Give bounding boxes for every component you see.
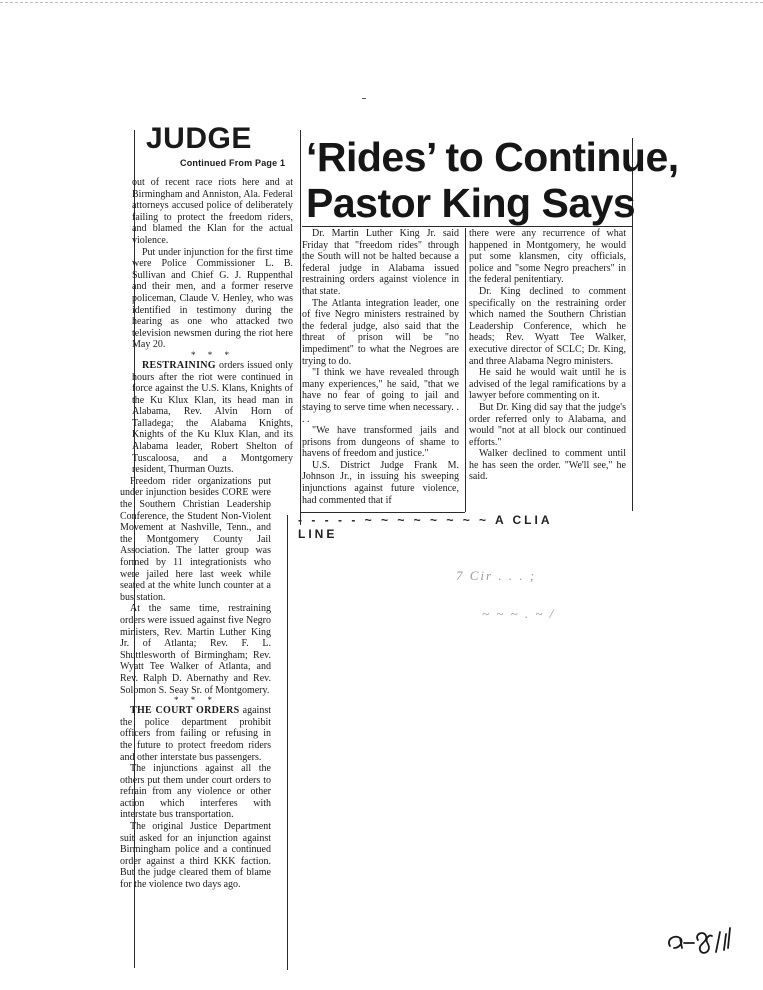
rides-paragraph: The Atlanta integration leader, one of five Negro ministers restrained by the federal judge, also said that the threat of prison will be "no impediment" to what the Negroes are trying to do. (302, 297, 459, 367)
judge-paragraph: The injunctions against all the others put them under court orders to refrain from any violence or other action which interferes with interstate bus transportation. (120, 763, 271, 821)
judge-paragraph: At the same time, restraining orders were issued against five Negro ministers, Rev. Martin Luther King Jr. of Atlanta; Rev. F. L. Shuttlesworth of Birmingham; Rev. Wyatt Tee Walker of Atlanta, and Rev. Ralph D. Abernathy and Rev. Solomon S. Seay Sr. of Montgomery. (120, 603, 271, 696)
judge-paragraph: Freedom rider organizations put under injunction besides CORE were the Southern Christian Leadership Conference, the Student Non-Violent Movement at Nashville, Tenn., and the Montgomery County Jail Association. The latter group was formed by 11 integrationists who were jailed here last week while seated at the white lunch counter at a bus station. (120, 475, 271, 603)
judge-paragraph: out of recent race riots here and at Birmingham and Anniston, Ala. Federal attorneys accused police of deliberately failing to protect the freedom riders, and blamed the Klan for the actual violence. (132, 177, 293, 246)
rides-headline (306, 134, 679, 226)
rides-paragraph: Dr. King declined to comment specifically on the restraining order which named the Southern Christian Leadership Conference, which he heads; Rev. Wyatt Tee Walker, executive director of SCLC; Dr. King, and three Alabama Negro ministers. (469, 285, 626, 367)
rides-paragraph: there were any recurrence of what happened in Montgomery, he would put some klansmen, city officials, police and "some Negro preachers" in the federal penitentiary. (469, 228, 626, 286)
rides-column-1 (302, 228, 459, 506)
judge-paragraph (132, 360, 293, 476)
rides-paragraph: He said he would wait until he is advised of the legal ramifications by a lawyer before commenting on it. (469, 367, 626, 402)
rides-paragraph: Walker declined to comment until he has seen the order. "We'll see," he said. (469, 448, 626, 483)
section-separator: * * * (191, 349, 234, 360)
faint-handwriting-line: ~ ~ ~ . ~ / (482, 606, 556, 621)
court-orders-lead: THE COURT ORDERS (130, 705, 240, 717)
column-rule-left (300, 130, 301, 525)
cut-off-next-headline: - - - - - ~ ~ ~ ~ ~ ~ ~ ~ A CLIA LINE (298, 513, 553, 541)
section-separator: * * * (174, 695, 217, 706)
judge-paragraph (120, 705, 271, 763)
headline-line: ‘Rides’ to Continue, (306, 134, 679, 180)
handwritten-file-mark (664, 910, 756, 960)
rides-paragraph: "We have transformed jails and prisons from dungeons of shame to havens of freedom and justice." (302, 425, 459, 460)
rides-paragraph: But Dr. King did say that the judge's order referred only to Alabama, and would "not at all block our continued efforts." (469, 401, 626, 448)
rides-paragraph: U.S. District Judge Frank M. Johnson Jr., in issuing his sweeping injunctions against future violence, had commented that if (302, 459, 459, 506)
faint-handwriting (452, 566, 642, 636)
judge-column-lower (120, 476, 271, 891)
judge-paragraph: Put under injunction for the first time were Police Commissioner L. B. Sullivan and Chief G. J. Ruppenthal and their men, and a former reserve policeman, Claude V. Henley, who was identified in testimony during the hearing as one who attacked two television newsmen during the riot here May 20. (132, 246, 293, 351)
faint-handwriting-line: 7 Cir . . . ; (456, 568, 537, 583)
continued-from-page-1: Continued From Page 1 (180, 158, 286, 168)
judge-column (120, 177, 293, 891)
rides-column-2 (469, 228, 626, 483)
headline-line: Pastor King Says (306, 180, 636, 226)
rides-paragraph: "I think we have revealed through many experiences," he said, "that we have no fear of going to jail and staying to serve time when necessary. . . . (302, 367, 459, 425)
judge-paragraph: The original Justice Department suit asked for an injunction against Birmingham police and a continued order against a third KKK faction. But the judge cleared them of blame for the violence two days ago. (120, 821, 271, 891)
judge-headline: JUDGE (146, 122, 252, 155)
rides-paragraph: Dr. Martin Luther King Jr. said Friday that "freedom rides" through the South will not be halted because a federal judge in Alabama issued restraining orders against violence in that state. (302, 228, 459, 297)
column-rule-middle (465, 228, 466, 512)
headline-rule (302, 226, 632, 227)
court-orders-text: against the police department prohibit officers from failing or refusing in the future to protect freedom riders and other interstate bus passengers. (120, 705, 271, 763)
restraining-lead: RESTRAINING (142, 359, 216, 371)
restraining-text: orders issued only hours after the riot were continued in force against the U.S. Klans, Knights of the Ku Klux Klan, its head man in Alabama, Rev. Alvin Horn of Talladega; the Alabama Knights, Knights of the Ku Klux Klan, and its Alabama leader, Robert Shelton of Tuscaloosa, and a Montgomery resident, Thurman Ouzts. (132, 359, 293, 476)
